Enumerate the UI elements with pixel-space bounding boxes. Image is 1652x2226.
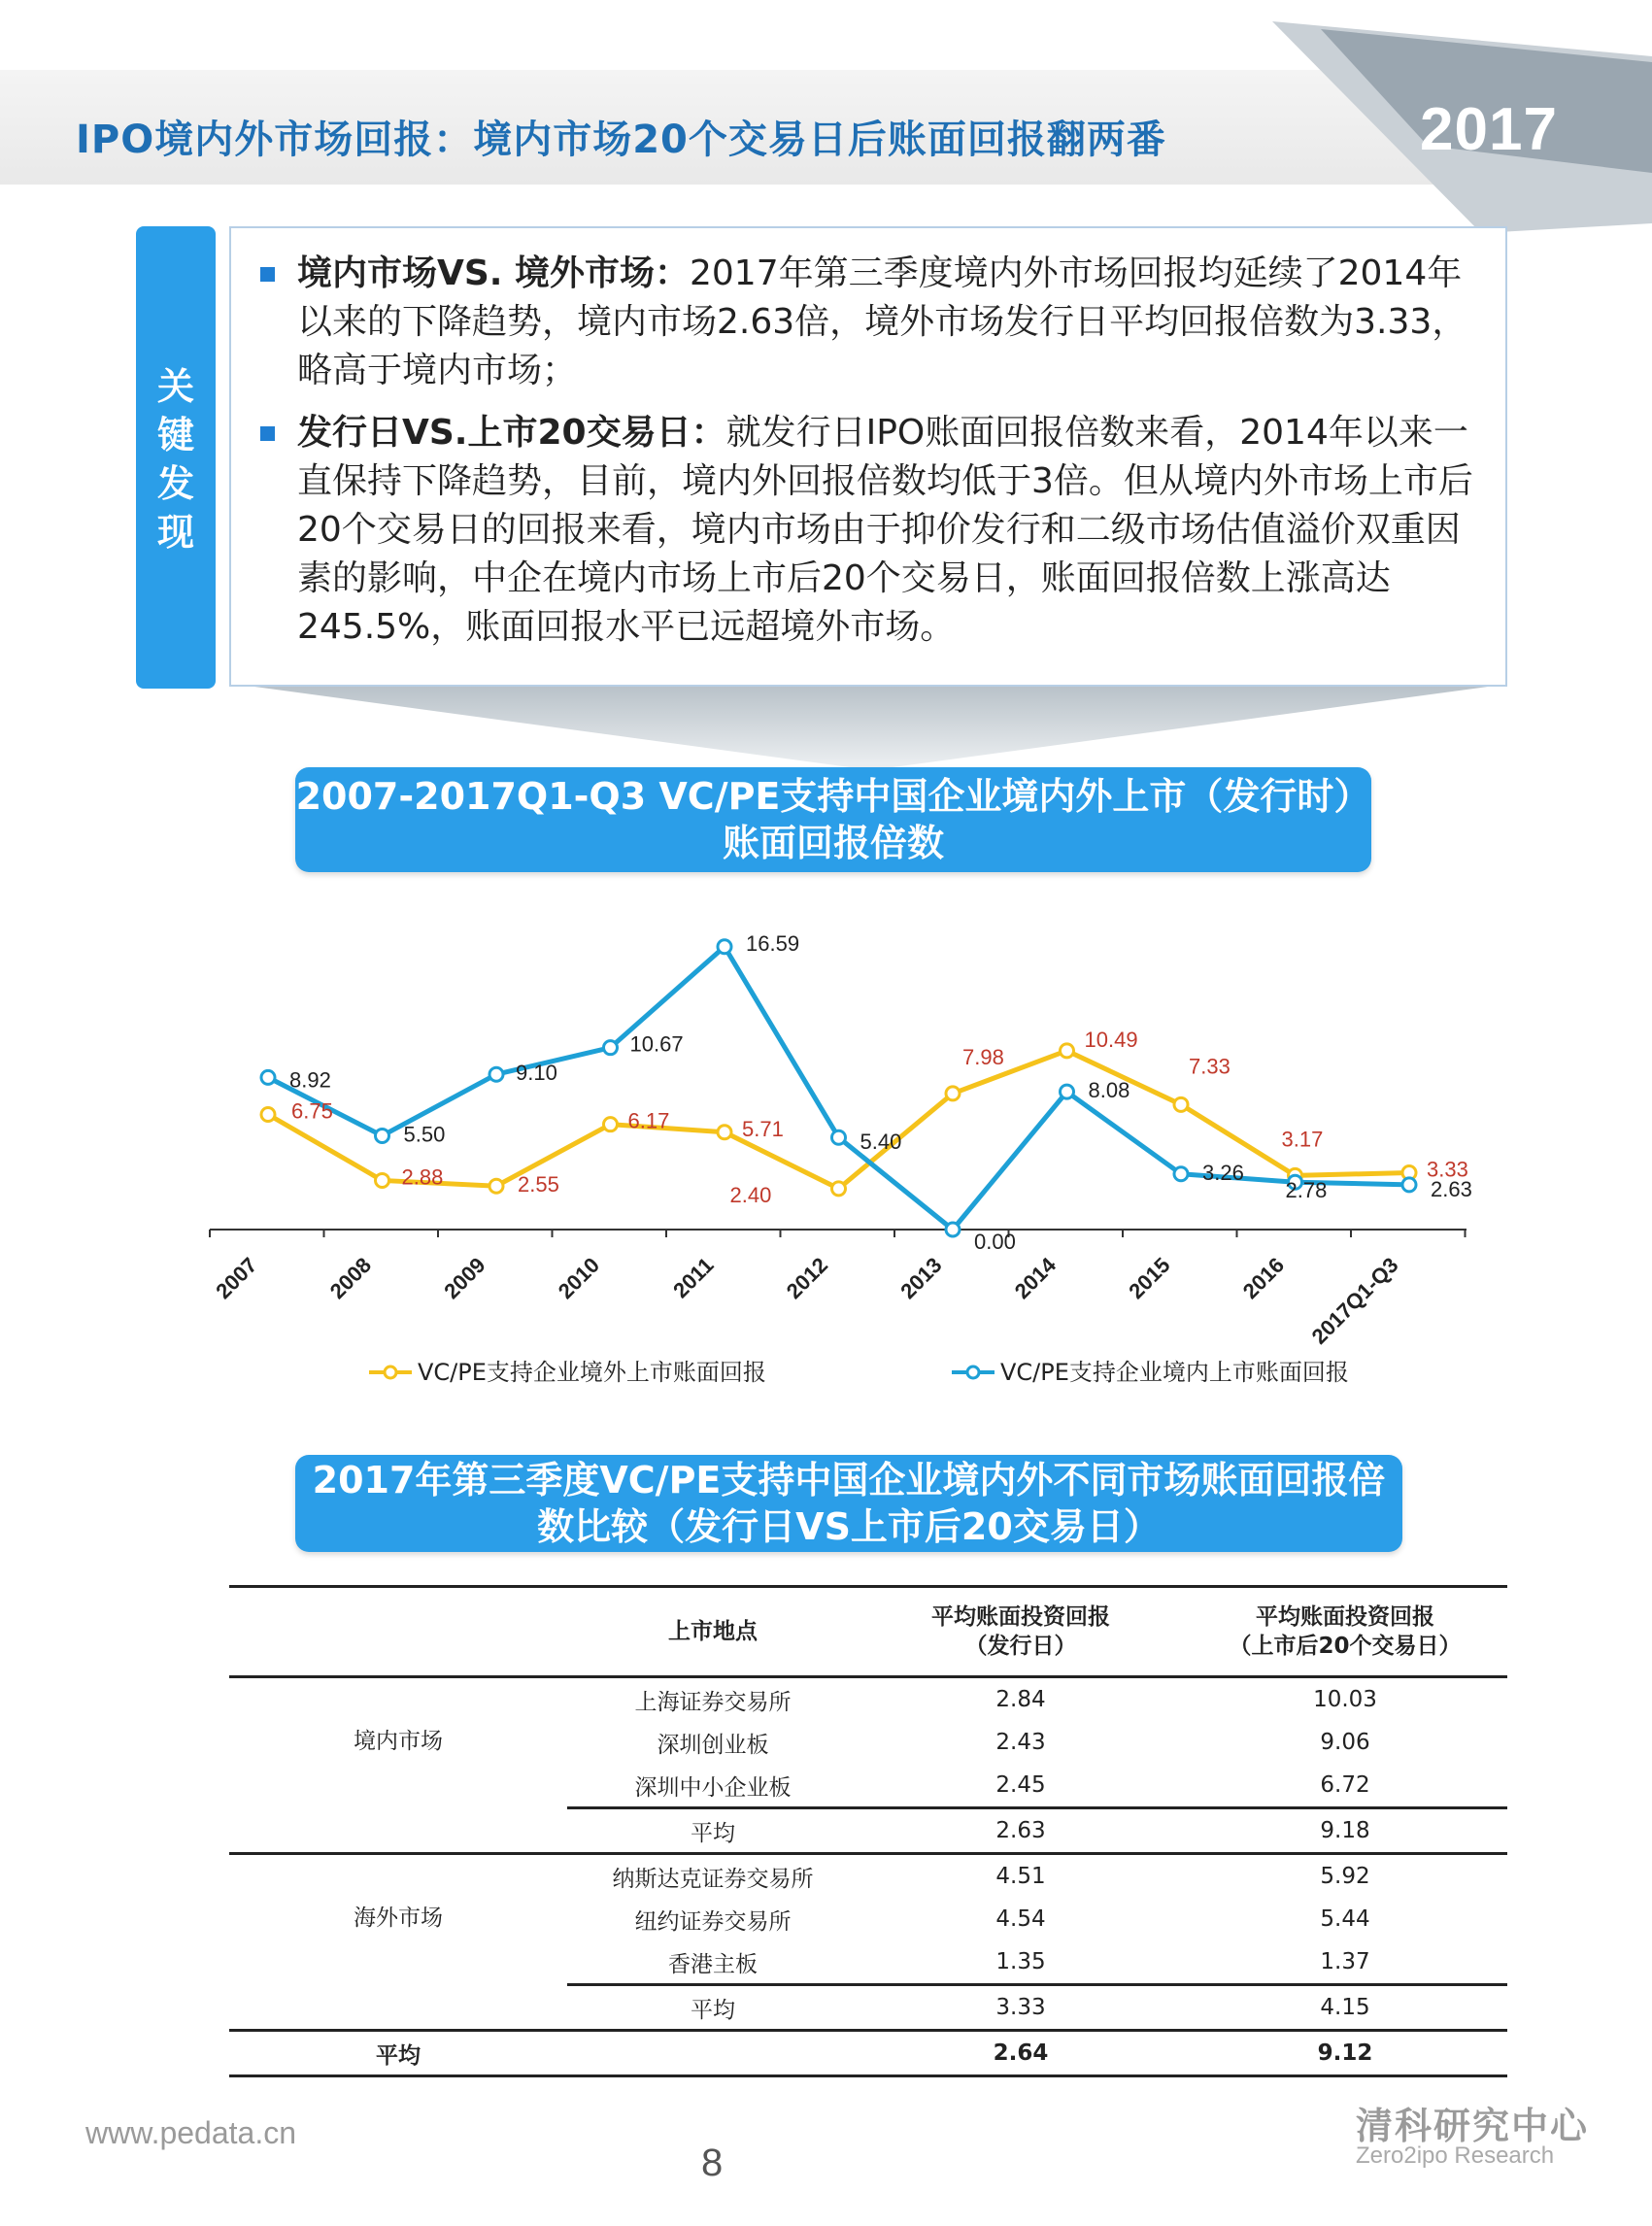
table-row bbox=[229, 1854, 1507, 1899]
finding-1 bbox=[297, 250, 1486, 395]
x-tick-label: 2010 bbox=[553, 1252, 605, 1304]
row-market: 深圳创业板 bbox=[657, 1732, 769, 1758]
series-1-point bbox=[1174, 1167, 1188, 1181]
series-1-point bbox=[604, 1041, 618, 1055]
group-overseas-label: 海外市场 bbox=[354, 1905, 443, 1931]
header-after20-line-2: （上市后20个交易日） bbox=[1229, 1634, 1462, 1659]
group-domestic bbox=[229, 1677, 567, 1854]
chart-series bbox=[261, 940, 1416, 1236]
row-issue: 4.54 bbox=[995, 1906, 1046, 1932]
row-market: 平均 bbox=[567, 1808, 859, 1854]
total-label: 平均 bbox=[229, 2031, 567, 2076]
row-issue: 2.43 bbox=[995, 1730, 1046, 1755]
series-0-data-label: 10.49 bbox=[1084, 1027, 1138, 1052]
key-findings-label-char: 键 bbox=[156, 414, 194, 456]
series-0-point bbox=[376, 1173, 389, 1187]
x-tick-label: 2007 bbox=[211, 1252, 262, 1304]
header-market: 上市地点 bbox=[567, 1587, 859, 1677]
series-0-data-label: 7.98 bbox=[962, 1044, 1004, 1069]
row-issue: 2.84 bbox=[995, 1687, 1046, 1712]
series-1-data-label: 5.40 bbox=[860, 1130, 902, 1155]
series-1-data-label: 0.00 bbox=[974, 1230, 1016, 1254]
returns-line-chart bbox=[194, 894, 1496, 1399]
key-findings-label-char: 发 bbox=[156, 462, 194, 505]
table-header-row bbox=[229, 1587, 1507, 1677]
row-after20: 5.92 bbox=[1183, 1854, 1507, 1899]
table-row-total bbox=[229, 2031, 1507, 2076]
series-0-point bbox=[1061, 1044, 1074, 1058]
footer-brand: 清科研究中心 bbox=[1356, 2105, 1590, 2147]
header-group-blank bbox=[229, 1587, 567, 1677]
x-tick-label: 2011 bbox=[668, 1252, 719, 1303]
series-1-data-label: 3.26 bbox=[1202, 1160, 1244, 1185]
series-1-point bbox=[1402, 1178, 1416, 1192]
series-1-data-label: 16.59 bbox=[746, 930, 800, 956]
x-tick-label: 2013 bbox=[895, 1252, 947, 1304]
chart-axis bbox=[210, 1230, 1467, 1349]
series-1-data-label: 10.67 bbox=[629, 1031, 684, 1057]
group-domestic-label: 境内市场 bbox=[354, 1728, 443, 1754]
legend-marker-1 bbox=[967, 1366, 979, 1378]
key-findings-label bbox=[136, 362, 216, 556]
header-after20 bbox=[1183, 1587, 1507, 1677]
x-tick-label: 2015 bbox=[1124, 1252, 1175, 1304]
total-blank bbox=[567, 2031, 859, 2076]
finding-1-heading: 境内市场VS. 境外市场： bbox=[297, 253, 690, 293]
row-after20: 9.06 bbox=[1320, 1730, 1370, 1755]
header-issue-line-2: （发行日） bbox=[964, 1634, 1077, 1659]
row-issue: 1.35 bbox=[995, 1949, 1046, 1974]
page-number: 8 bbox=[701, 2142, 724, 2184]
row-issue: 4.51 bbox=[859, 1854, 1183, 1899]
series-0-point bbox=[832, 1182, 846, 1196]
down-arrow-decoration bbox=[254, 687, 1488, 770]
total-issue: 2.64 bbox=[859, 2031, 1183, 2076]
series-1-data-label: 9.10 bbox=[516, 1061, 557, 1086]
series-0-point bbox=[489, 1179, 503, 1193]
series-0-point bbox=[1174, 1097, 1188, 1111]
header-after20-line-1: 平均账面投资回报 bbox=[1256, 1604, 1434, 1630]
series-1-point bbox=[261, 1070, 275, 1084]
year-badge: 2017 bbox=[1420, 96, 1558, 163]
finding-1-text: 2017年第三季度境内外市场回报均延续了2014年以来的下降趋势，境内市场2.63倍，境外市场发行日平均回报倍数为3.33，略高于境内市场； bbox=[297, 253, 1467, 390]
finding-2-text: 就发行日IPO账面回报倍数来看，2014年以来一直保持下降趋势，目前，境内外回报倍数均低于3倍。但从境内外市场上市后20个交易日的回报来看，境内市场由于抑价发行和二级市场估值溢价双重因素的影响，中企在境内市场上市后20个交易日，账面回报倍数上涨高达245.5%，账面回报水平已远超境外市场。 bbox=[297, 413, 1473, 647]
series-0-data-label: 7.33 bbox=[1189, 1054, 1231, 1079]
key-findings-box bbox=[229, 226, 1507, 687]
series-1-data-label: 2.78 bbox=[1285, 1178, 1328, 1203]
row-after20: 5.44 bbox=[1320, 1906, 1370, 1932]
series-1-point bbox=[1061, 1085, 1074, 1098]
finding-2 bbox=[297, 409, 1486, 652]
key-findings-label-box bbox=[136, 226, 216, 689]
row-after20: 4.15 bbox=[1183, 1985, 1507, 2031]
row-market: 平均 bbox=[567, 1985, 859, 2031]
row-after20: 10.03 bbox=[1313, 1687, 1377, 1712]
legend-label-1: VC/PE支持企业境内上市账面回报 bbox=[1000, 1359, 1349, 1386]
row-issue: 2.45 bbox=[995, 1772, 1046, 1798]
row-after20: 1.37 bbox=[1320, 1949, 1370, 1974]
series-0-data-label: 2.40 bbox=[729, 1182, 772, 1207]
header-issue-line-1: 平均账面投资回报 bbox=[931, 1604, 1110, 1630]
row-issue: 3.33 bbox=[859, 1985, 1183, 2031]
series-0-point bbox=[261, 1108, 275, 1122]
series-0-data-label: 3.17 bbox=[1281, 1127, 1324, 1152]
series-1-point bbox=[946, 1223, 960, 1236]
series-1-point bbox=[718, 940, 731, 954]
header-issue bbox=[859, 1587, 1183, 1677]
series-1-point bbox=[832, 1130, 846, 1144]
x-tick-label: 2008 bbox=[324, 1252, 377, 1304]
series-0-point bbox=[604, 1118, 618, 1131]
x-tick-label: 2016 bbox=[1237, 1252, 1290, 1304]
footer-brand-en: Zero2ipo Research bbox=[1356, 2142, 1555, 2169]
key-findings-label-char: 关 bbox=[156, 365, 194, 408]
series-0-data-label: 5.71 bbox=[742, 1116, 784, 1141]
row-market: 纳斯达克证券交易所 bbox=[567, 1854, 859, 1899]
table-row bbox=[229, 1677, 1507, 1722]
legend-marker-0 bbox=[385, 1366, 396, 1378]
x-tick-label: 2014 bbox=[1009, 1252, 1062, 1304]
series-1-data-label: 8.92 bbox=[289, 1067, 331, 1093]
series-1-data-label: 5.50 bbox=[403, 1122, 446, 1147]
square-bullet-icon bbox=[260, 267, 275, 282]
square-bullet-icon bbox=[260, 426, 275, 441]
series-0-data-label: 6.75 bbox=[291, 1098, 333, 1124]
series-0-data-label: 2.55 bbox=[518, 1172, 559, 1197]
x-tick-label: 2009 bbox=[439, 1252, 490, 1304]
series-0-data-label: 2.88 bbox=[401, 1164, 444, 1190]
chart-title-banner: 2007-2017Q1-Q3 VC/PE支持中国企业境内外上市（发行时）账面回报倍数 bbox=[295, 767, 1371, 872]
legend-label-0: VC/PE支持企业境外上市账面回报 bbox=[418, 1359, 766, 1386]
finding-2-heading: 发行日VS.上市20交易日： bbox=[297, 413, 726, 453]
table-title-banner: 2017年第三季度VC/PE支持中国企业境内外不同市场账面回报倍数比较（发行日VS上市后20交易日） bbox=[295, 1455, 1402, 1552]
series-0-point bbox=[718, 1126, 731, 1139]
page-title: IPO境内外市场回报：境内市场20个交易日后账面回报翻两番 bbox=[76, 118, 1166, 162]
row-market: 纽约证券交易所 bbox=[634, 1908, 792, 1935]
key-findings-label-char: 现 bbox=[156, 511, 194, 554]
row-market: 深圳中小企业板 bbox=[634, 1774, 792, 1801]
series-0-data-label: 6.17 bbox=[627, 1108, 670, 1133]
series-0-point bbox=[946, 1087, 960, 1100]
chart-legend bbox=[369, 1359, 1349, 1386]
footer-url: www.pedata.cn bbox=[85, 2115, 297, 2150]
series-1-point bbox=[376, 1129, 389, 1142]
series-1-data-label: 8.08 bbox=[1088, 1078, 1130, 1103]
row-market: 香港主板 bbox=[668, 1951, 758, 1977]
row-market: 上海证券交易所 bbox=[634, 1689, 792, 1715]
x-tick-label: 2017Q1-Q3 bbox=[1306, 1252, 1403, 1349]
row-after20: 6.72 bbox=[1320, 1772, 1370, 1798]
group-overseas bbox=[229, 1854, 567, 2031]
x-tick-label: 2012 bbox=[781, 1252, 833, 1304]
series-0-data-label: 3.33 bbox=[1427, 1157, 1468, 1182]
returns-comparison-table bbox=[229, 1585, 1507, 2077]
series-1-data-label: 2.63 bbox=[1431, 1176, 1472, 1201]
row-after20: 9.18 bbox=[1183, 1808, 1507, 1854]
row-issue: 2.63 bbox=[859, 1808, 1183, 1854]
total-after20: 9.12 bbox=[1183, 2031, 1507, 2076]
series-1-point bbox=[489, 1067, 503, 1081]
